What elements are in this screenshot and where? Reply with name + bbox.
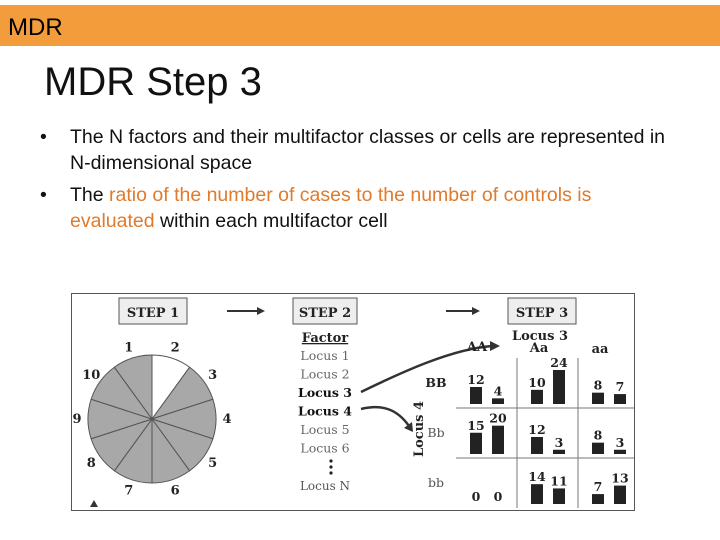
arrow-head-1 <box>257 307 265 315</box>
pie-pointer-icon <box>90 500 98 507</box>
cases-bar <box>592 393 604 404</box>
controls-value-label: 20 <box>489 410 507 426</box>
top-bar <box>0 5 720 46</box>
mdr-figure <box>71 293 635 511</box>
header-label: MDR <box>8 14 63 41</box>
controls-value-label: 0 <box>493 489 503 504</box>
locus-item: Locus 4 <box>298 403 352 419</box>
arrow-head-2 <box>472 307 480 315</box>
cases-value-label: 8 <box>593 427 603 443</box>
column-genotype-label: Aa <box>529 341 549 356</box>
controls-bar <box>614 394 626 404</box>
genotype-grid <box>425 340 634 508</box>
controls-bar <box>614 450 626 454</box>
locus-n-label: Locus N <box>299 479 351 493</box>
bullet-text: The <box>70 184 110 206</box>
factor-header: Factor <box>301 331 349 346</box>
cases-value-label: 12 <box>467 372 485 387</box>
locus4-arrow <box>361 407 409 426</box>
cases-bar <box>592 443 604 454</box>
controls-value-label: 7 <box>615 379 625 395</box>
controls-bar <box>553 450 565 454</box>
controls-value-label: 13 <box>611 470 629 486</box>
pie-chart <box>88 355 216 483</box>
cases-value-label: 12 <box>528 422 546 437</box>
step1-label: STEP 1 <box>126 306 180 321</box>
cases-value-label: 14 <box>528 469 546 485</box>
locus3-arrow-head <box>490 341 500 351</box>
cases-bar <box>470 433 482 454</box>
locus-item: Locus 5 <box>300 422 350 437</box>
controls-value-label: 24 <box>550 355 568 370</box>
ellipsis-dot <box>329 459 332 462</box>
bullet-text: within each multifactor cell <box>154 210 388 232</box>
controls-value-label: 3 <box>615 434 625 450</box>
bullet-list <box>40 124 680 240</box>
cases-value-label: 7 <box>593 479 603 495</box>
cases-value-label: 10 <box>528 374 546 390</box>
locus3-axis-label: Locus 3 <box>511 329 569 344</box>
pie-label: 6 <box>170 483 180 499</box>
locus-item: Locus 1 <box>300 348 350 363</box>
pie-label: 8 <box>86 456 96 472</box>
pie-label: 3 <box>208 367 218 383</box>
column-genotype-label: aa <box>591 342 609 357</box>
locus-item: Locus 2 <box>300 366 350 382</box>
cases-bar <box>470 387 482 404</box>
bullet-item <box>40 182 680 234</box>
cases-value-label: 15 <box>467 417 485 433</box>
controls-value-label: 4 <box>493 383 503 399</box>
row-genotype-label: Bb <box>427 425 445 440</box>
controls-value-label: 3 <box>554 434 564 450</box>
pie-label: 4 <box>222 412 232 427</box>
controls-bar <box>553 370 565 404</box>
cases-bar <box>592 494 604 504</box>
ellipsis-dot <box>329 465 332 468</box>
cases-bar <box>531 484 543 504</box>
column-genotype-label: AA <box>466 340 488 355</box>
pie-label: 2 <box>170 340 180 356</box>
pie-label: 7 <box>124 483 134 499</box>
pie-label: 9 <box>72 412 82 427</box>
step3-label: STEP 3 <box>515 306 569 321</box>
bullet-item <box>40 124 680 176</box>
loci-list <box>298 348 352 456</box>
cases-bar <box>531 390 543 404</box>
mdr-diagram <box>72 294 634 510</box>
pie-label: 5 <box>208 456 218 472</box>
bullet-highlight-text: ratio of the number of cases to the number of controls is evaluated <box>70 184 592 232</box>
controls-bar <box>614 486 626 504</box>
row-genotype-label: bb <box>427 475 445 490</box>
pie-label: 1 <box>124 340 134 356</box>
cases-value-label: 8 <box>593 377 603 393</box>
bullet-dot: • <box>40 126 47 148</box>
controls-bar <box>492 398 504 404</box>
pie-label: 10 <box>82 367 101 383</box>
slide-title: MDR Step 3 <box>44 60 262 104</box>
cases-bar <box>531 437 543 454</box>
bullet-dot: • <box>40 184 47 206</box>
controls-value-label: 11 <box>550 473 568 489</box>
row-genotype-label: BB <box>425 375 447 390</box>
step2-label: STEP 2 <box>298 306 352 321</box>
ellipsis-dot <box>329 471 332 474</box>
bullet-text: The N factors and their multifactor classes or cells are represented in N-dimensional space <box>70 126 666 174</box>
locus-item: Locus 3 <box>298 385 352 400</box>
controls-bar <box>492 426 504 454</box>
locus-item: Locus 6 <box>300 440 350 456</box>
controls-bar <box>553 488 565 504</box>
cases-value-label: 0 <box>471 489 481 504</box>
locus4-axis-label: Locus 4 <box>412 400 427 458</box>
